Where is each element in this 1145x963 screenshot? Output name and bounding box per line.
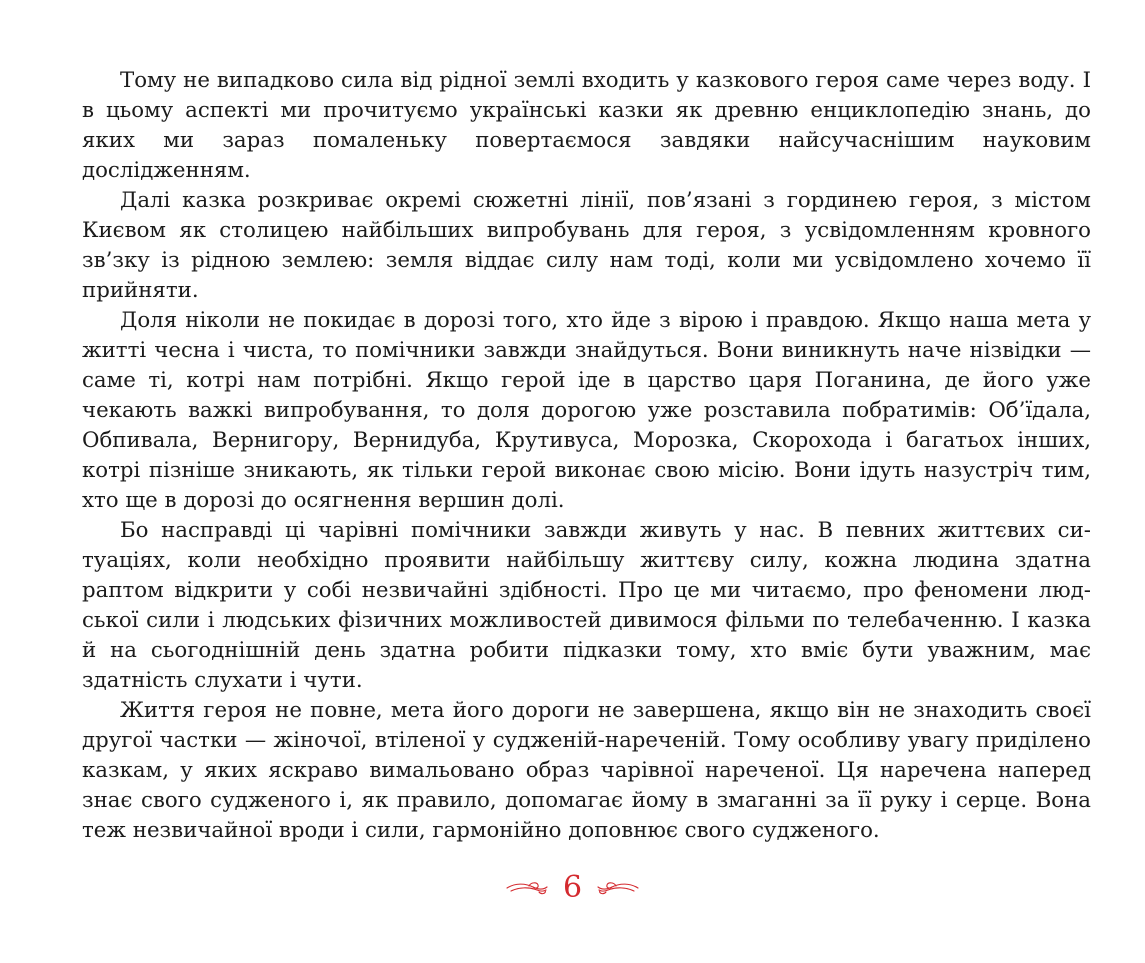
paragraph-5: Життя героя не повне, мета його дороги не завершена, якщо він не знаходить своєї другої частки — жіночої, втіленої у судженій-нареченій. Тому особливу увагу приділено казкам, у яких яскраво вимальовано образ чарівної нареченої. Ця наречена наперед знає свого судженого і, як правило, допомагає йому в змаганні за її руку і серце. Вона теж незвичайної вроди і сили, гармонійно доповнює свого судженого. <box>82 698 1091 843</box>
page-number: 6 <box>562 870 583 905</box>
paragraph-2: Далі казка розкриває окремі сюжетні лінії, пов’язані з гординею героя, з містом Києвом як столицею найбільших випробувань для героя, з усвідомленням кровного зв’зку із рідною землею: земля віддає силу нам тоді, коли ми усвідомлено хочемо її прийняти. <box>82 188 1091 303</box>
paragraph-3: Доля ніколи не покидає в дорозі того, хто йде з вірою і правдою. Якщо наша мета у житті чесна і чиста, то помічники завжди знайдуться. Вони виникнуть наче нізвідки — саме ті, котрі нам потрібні. Якщо герой іде в царство царя Поганина, де його уже чекають важкі випробування, то доля дорогою уже розставила побратимів: Об’їдала, Обпивала, Вернигору, Вернидуба, Крутивуса, Морозка, Скорохода і багатьох інших, котрі пізніше зникають, як тільки герой виконає свою місію. Вони ідуть назустріч тим, хто ще в дорозі до осягнення вершин долі. <box>82 308 1091 513</box>
paragraph-1: Тому не випадково сила від рідної землі входить у казкового героя саме через воду. І в цьому аспекті ми прочитуємо українські казки як древню енциклопедію знань, до яких ми зараз помаленьку повертаємося завдяки найсучаснішим науковим дослідженням. <box>82 68 1091 183</box>
flourish-right-icon <box>596 879 640 897</box>
flourish-left-icon <box>505 879 549 897</box>
paragraph-4: Бо насправді ці чарівні помічники завжди живуть у нас. В певних життєвих ситуаціях, коли необхідно проявити найбільшу життєву силу, кожна людина здатна раптом відкрити у собі незвичайні здібності. Про це ми читаємо, про феномени людської сили і людських фізичних можливостей дивимося фільми по телебаченню. І казка й на сьогоднішній день здатна робити підказки тому, хто вміє бути уважним, має здатність слухати і чути. <box>82 518 1091 693</box>
page-body <box>82 66 1091 846</box>
page-footer <box>0 866 1145 910</box>
